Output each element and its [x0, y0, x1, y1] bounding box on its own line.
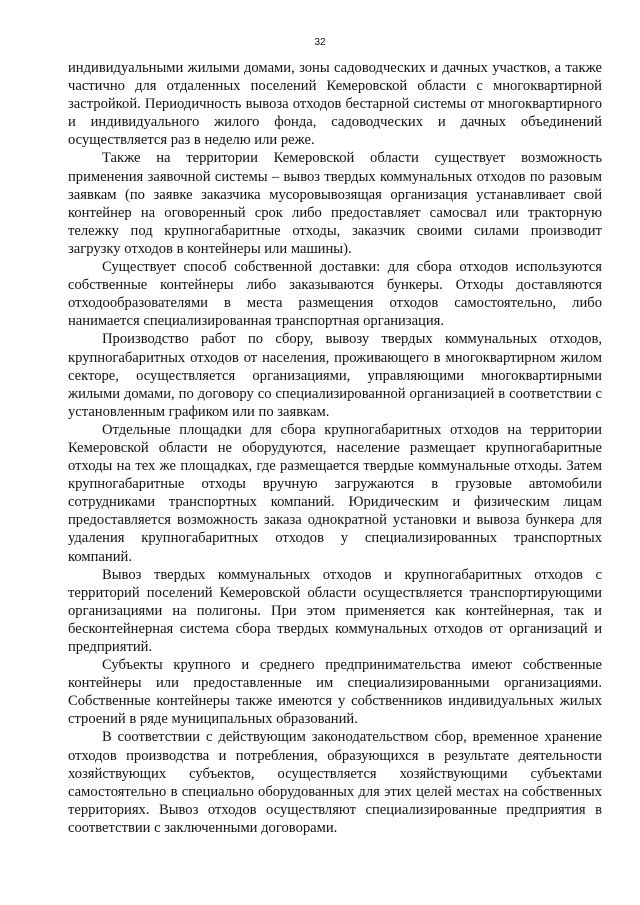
paragraph-2: Также на территории Кемеровской области существует возможность применения заявочной системы – вывоз твердых коммунальных отходов по разовым заявкам (по заявке заказчика мусоровывозящая организация устанавливает свой контейнер на оговоренный срок либо предоставляет самосвал или тракторную тележку под крупногабаритные отходы, заказчик своими силами производит загрузку отходов в контейнеры или машины).: [68, 150, 602, 257]
paragraph-3: Существует способ собственной доставки: для сбора отходов используются собственные контейнеры либо заказываются бункеры. Отходы доставляются отходообразователями в места размещения отходов самостоятельно, либо нанимается специализированная транспортная организация.: [68, 259, 602, 330]
paragraph-8: В соответствии с действующим законодательством сбор, временное хранение отходов производства и потребления, образующихся в результате деятельности хозяйствующих субъектов, осуществляется хозяйствующими субъектами самостоятельно в специально оборудованных для этих целей местах на собственных территориях. Вывоз отходов осуществляют специализированные предприятия в соответствии с заключенными договорами.: [68, 729, 602, 836]
paragraph-5: Отдельные площадки для сбора крупногабаритных отходов на территории Кемеровской области не оборудуются, население размещает крупногабаритные отходы на тех же площадках, где размещается твердые коммунальные отходы. Затем крупногабаритные отходы вручную загружаются в грузовые автомобили сотрудниками транспортных компаний. Юридическим и физическим лицам предоставляется возможность заказа однократной установки и вывоза бункера для удаления крупногабаритных отходов у специализированных транспортных компаний.: [68, 421, 602, 565]
paragraph-4: Производство работ по сбору, вывозу твердых коммунальных отходов, крупногабаритных отходов от населения, проживающего в многоквартирном жилом секторе, осуществляется организациями, управляющими многоквартирными жилыми домами, по договору со специализированной организацией в соответствии с установленным графиком или по заявкам.: [68, 331, 602, 420]
page-number: 32: [314, 37, 326, 48]
document-body: [68, 59, 602, 837]
paragraph-6: Вывоз твердых коммунальных отходов и крупногабаритных отходов с территорий поселений Кемеровской области осуществляется транспортирующими организациями на полигоны. При этом применяется как контейнерная, так и бесконтейнерная система сбора твердых коммунальных отходов от организаций и предприятий.: [68, 566, 602, 655]
paragraph-1: индивидуальными жилыми домами, зоны садоводческих и дачных участков, а также частично для отдаленных поселений Кемеровской области с многоквартирной застройкой. Периодичность вывоза отходов бестарной системы от многоквартирного и индивидуального жилого фонда, садоводческих и дачных объединений осуществляется раз в неделю или реже.: [68, 60, 602, 149]
paragraph-7: Субъекты крупного и среднего предпринимательства имеют собственные контейнеры или предоставленные им специализированными организациями. Собственные контейнеры также имеются у собственников индивидуальных жилых строений в ряде муниципальных образований.: [68, 657, 602, 728]
